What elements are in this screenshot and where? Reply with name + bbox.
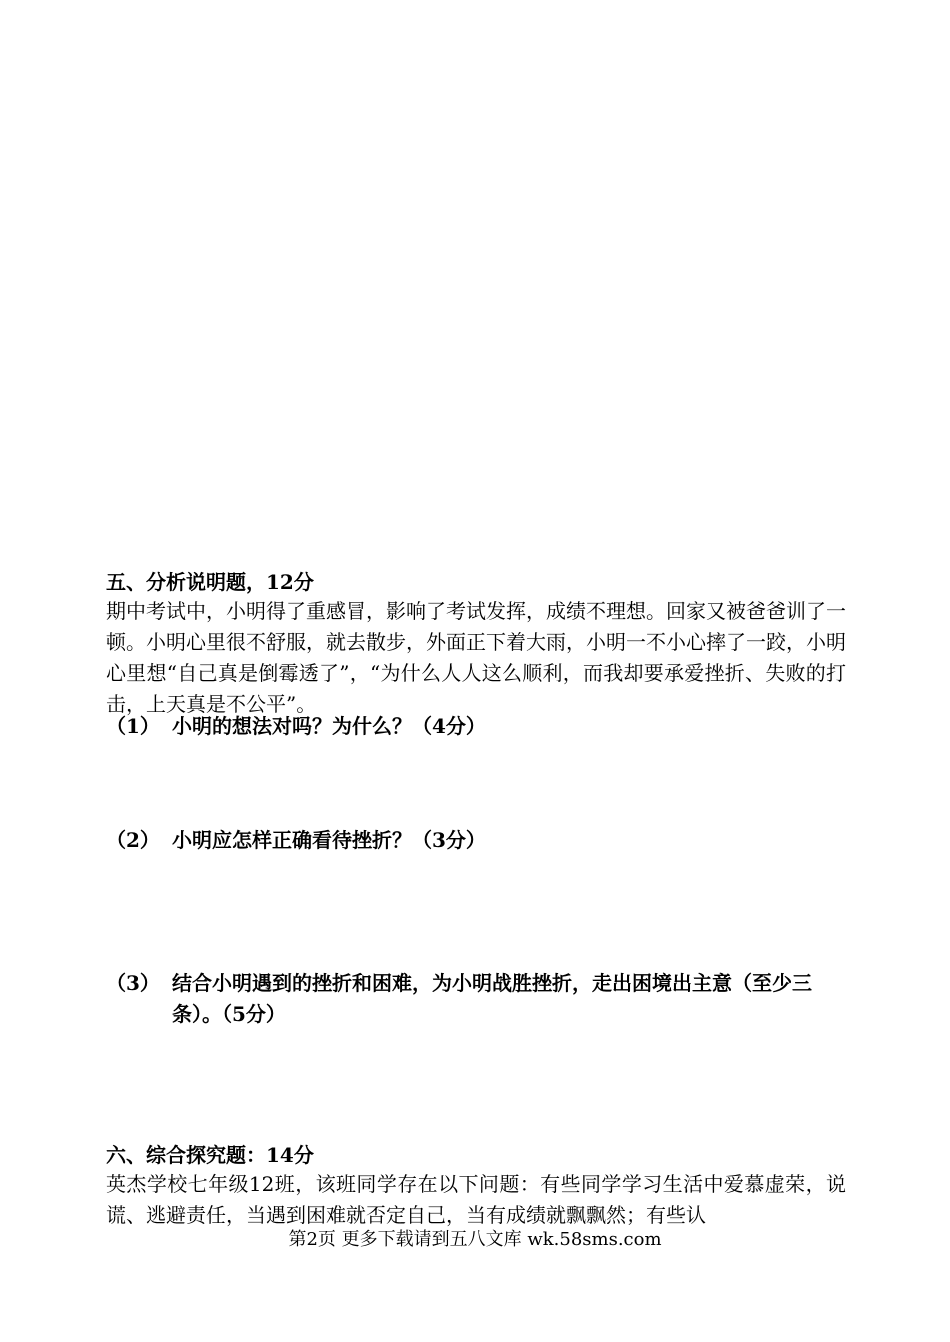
question-number: （3）: [106, 971, 160, 995]
section-6-passage: 英杰学校七年级12班，该班同学存在以下问题：有些同学学习生活中爱慕虚荣，说谎、逃避责任，当遇到困难就否定自己，当有成绩就飘飘然；有些认: [106, 1172, 846, 1227]
question-text: 小明应怎样正确看待挫折？（3分）: [172, 828, 486, 852]
section-5-title: 五、分析说明题，12分: [106, 570, 314, 594]
section-6-title: 六、综合探究题：14分: [106, 1143, 314, 1167]
question-text: 小明的想法对吗？为什么？（4分）: [172, 714, 486, 738]
page-footer: 第2页 更多下载请到五八文库 wk.58sms.com: [288, 1229, 662, 1250]
question-number: （2）: [106, 828, 160, 852]
question-1: [106, 711, 846, 742]
section-5-passage: 期中考试中，小明得了重感冒，影响了考试发挥，成绩不理想。回家又被爸爸训了一顿。小明心里很不舒服，就去散步，外面正下着大雨，小明一不小心摔了一跤，小明心里想“自己真是倒霉透了”，“为什么人人这么顺利，而我却要承爱挫折、失败的打击，上天真是不公平”。: [106, 599, 846, 716]
question-number: （1）: [106, 714, 160, 738]
question-2: [106, 825, 846, 856]
question-text: 结合小明遇到的挫折和困难，为小明战胜挫折，走出困境出主意（至少三条）。（5分）: [172, 971, 812, 1026]
section-6: [106, 1141, 846, 1231]
section-5: [106, 568, 846, 720]
question-3: [106, 968, 846, 1030]
